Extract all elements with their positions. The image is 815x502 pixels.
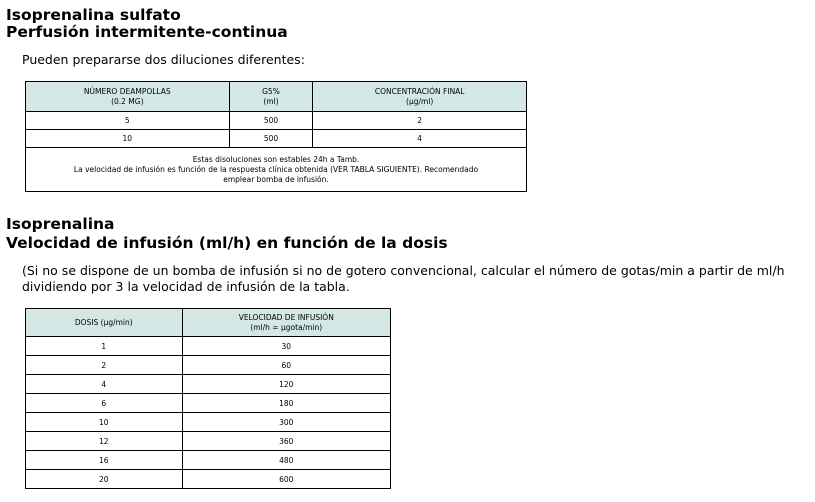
- dilutions-note: [26, 148, 527, 192]
- header-label: DOSIS (µg/min): [74, 317, 133, 327]
- section1-title: Isoprenalina sulfato: [6, 6, 181, 24]
- table-cell: 480: [182, 451, 390, 470]
- dilutions-header-g5: [229, 82, 313, 112]
- infusion-header-row: [26, 309, 391, 337]
- dilutions-header-row: [26, 82, 527, 112]
- table-cell: 360: [182, 432, 390, 451]
- table-cell: 500: [229, 112, 313, 130]
- table-row: [26, 375, 391, 394]
- infusion-header-velocidad: [182, 309, 390, 337]
- dilutions-header-concentracion: [313, 82, 527, 112]
- table-row: [26, 470, 391, 489]
- table-row: [26, 356, 391, 375]
- table-cell: 4: [313, 130, 527, 148]
- note-line: emplear bomba de infusión.: [223, 174, 329, 184]
- table-row: [26, 451, 391, 470]
- table-cell: 1: [26, 337, 183, 356]
- header-unit: (µg/ml): [406, 96, 434, 106]
- header-label: NÚMERO DEAMPOLLAS: [83, 86, 171, 96]
- section2-intro: (Si no se dispone de un bomba de infusión si no de gotero convencional, calcular el número de gotas/min a partir de ml/h dividiendo por 3 la velocidad de infusión de la tabla.: [22, 263, 785, 294]
- infusion-rate-table: [25, 308, 391, 489]
- table-cell: 5: [26, 112, 230, 130]
- section1-subtitle: Perfusión intermitente-continua: [6, 23, 288, 41]
- header-unit: (0.2 MG): [111, 96, 144, 106]
- table-cell: 180: [182, 394, 390, 413]
- table-cell: 6: [26, 394, 183, 413]
- infusion-header-dosis: [26, 309, 183, 337]
- table-row: [26, 130, 527, 148]
- table-cell: 2: [26, 356, 183, 375]
- table-cell: 12: [26, 432, 183, 451]
- dilutions-table: [25, 81, 527, 192]
- header-unit: (ml): [263, 96, 279, 106]
- table-cell: 10: [26, 130, 230, 148]
- table-row: [26, 432, 391, 451]
- table-cell: 2: [313, 112, 527, 130]
- table-row: [26, 112, 527, 130]
- header-label: G5%: [262, 86, 280, 96]
- table-row: [26, 413, 391, 432]
- dilutions-header-ampollas: [26, 82, 230, 112]
- table-cell: 60: [182, 356, 390, 375]
- note-line: Estas disoluciones son estables 24h a Tamb.: [192, 154, 360, 164]
- section2-title: Isoprenalina: [6, 215, 115, 233]
- table-cell: 30: [182, 337, 390, 356]
- section2-subtitle: Velocidad de infusión (ml/h) en función de la dosis: [6, 234, 448, 252]
- note-line: La velocidad de infusión es función de la respuesta clínica obtenida (VER TABLA SIGUIENTE). Recomendado: [73, 164, 479, 174]
- table-cell: 120: [182, 375, 390, 394]
- table-row: [26, 337, 391, 356]
- section1-intro: Pueden prepararse dos diluciones diferentes:: [22, 52, 305, 67]
- table-cell: 600: [182, 470, 390, 489]
- header-label: CONCENTRACIÓN FINAL: [374, 86, 465, 96]
- table-cell: 16: [26, 451, 183, 470]
- table-cell: 300: [182, 413, 390, 432]
- table-cell: 20: [26, 470, 183, 489]
- header-label: VELOCIDAD DE INFUSIÓN: [238, 312, 334, 322]
- header-unit: (ml/h = µgota/min): [250, 322, 323, 332]
- table-row: [26, 394, 391, 413]
- table-cell: 10: [26, 413, 183, 432]
- table-cell: 500: [229, 130, 313, 148]
- table-cell: 4: [26, 375, 183, 394]
- dilutions-note-row: [26, 148, 527, 192]
